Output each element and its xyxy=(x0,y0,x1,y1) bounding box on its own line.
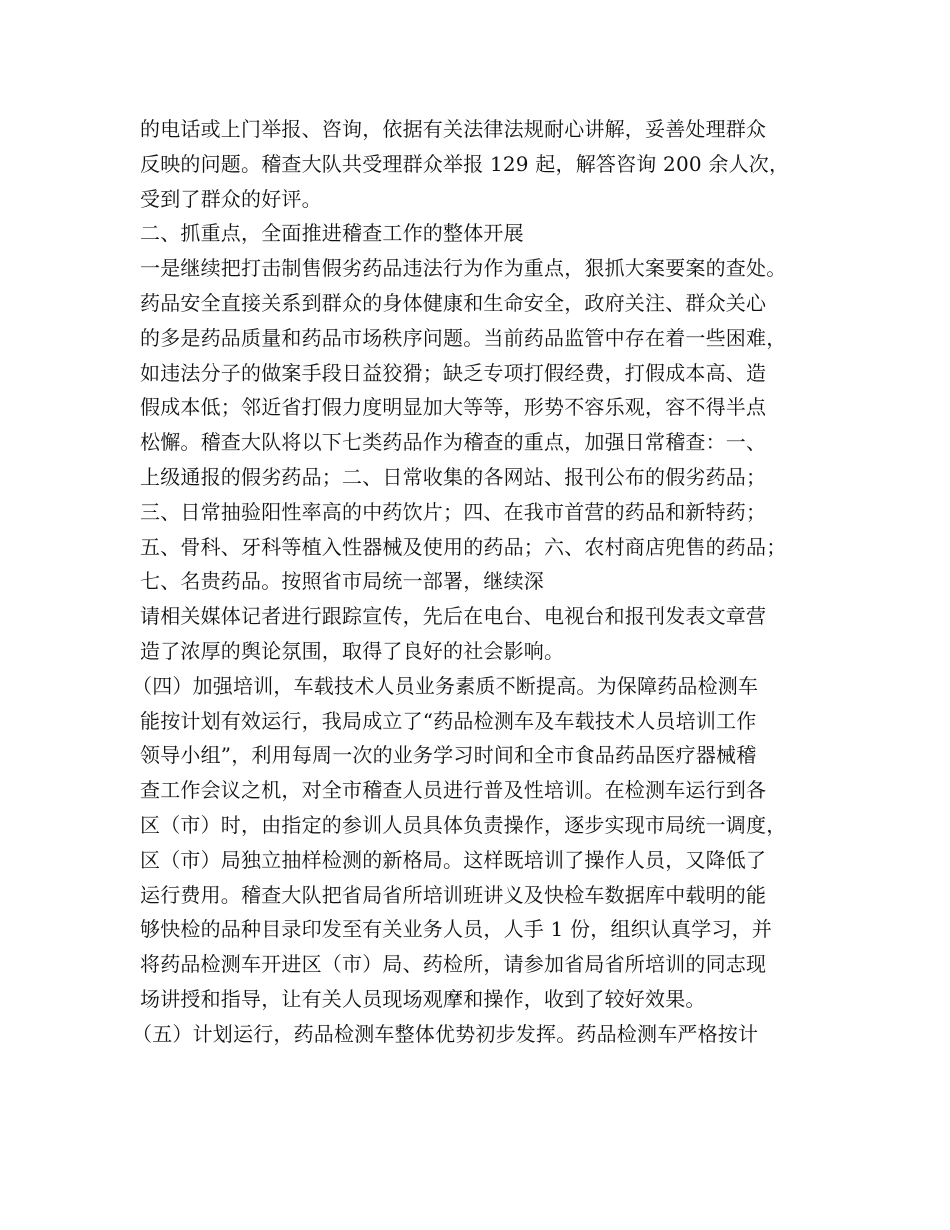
text-line-20: 查工作会议之机，对全市稽查人员进行普及性培训。在检测车运行到各 xyxy=(140,778,767,803)
text-line-14: 七、名贵药品。按照省市局统一部署，继续深 xyxy=(140,569,544,594)
text-line-10: 松懈。稽查大队将以下七类药品作为稽查的重点，加强日常稽查：一、 xyxy=(140,430,767,455)
text-line-24: 够快检的品种目录印发至有关业务人员，人手 1 份，组织认真学习，并 xyxy=(140,917,773,942)
text-line-8: 如违法分子的做案手段日益狡猾；缺乏专项打假经费，打假成本高、造 xyxy=(140,360,767,385)
paragraph-5-start: （五）计划运行，药品检测车整体优势初步发挥。药品检测车严格按计 xyxy=(132,1021,759,1046)
text-line-2: 反映的问题。稽查大队共受理群众举报 129 起，解答咨询 200 余人次， xyxy=(140,151,790,176)
document-body xyxy=(132,112,830,1052)
text-line-1: 的电话或上门举报、咨询，依据有关法律法规耐心讲解，妥善处理群众 xyxy=(140,117,767,141)
text-line-3: 受到了群众的好评。 xyxy=(140,186,322,211)
text-line-19: 领导小组”，利用每周一次的业务学习时间和全市食品药品医疗器械稽 xyxy=(140,743,757,768)
text-line-25: 将药品检测车开进区（市）局、药检所，请参加省局省所培训的同志现 xyxy=(140,952,767,977)
text-line-9: 假成本低；邻近省打假力度明显加大等等，形势不容乐观，容不得半点 xyxy=(140,395,767,420)
text-line-23: 运行费用。稽查大队把省局省所培训班讲义及快检车数据库中载明的能 xyxy=(140,882,767,907)
section-heading: 二、抓重点，全面推进稽查工作的整体开展 xyxy=(140,221,524,246)
text-line-12: 三、日常抽验阳性率高的中药饮片；四、在我市首营的药品和新特药； xyxy=(140,499,767,524)
text-line-26: 场讲授和指导，让有关人员现场观摩和操作，收到了较好效果。 xyxy=(140,986,706,1011)
paragraph-4-start: （四）加强培训，车载技术人员业务素质不断提高。为保障药品检测车 xyxy=(132,673,759,698)
text-line-7: 的多是药品质量和药品市场秩序问题。当前药品监管中存在着一些困难， xyxy=(140,325,787,350)
text-line-22: 区（市）局独立抽样检测的新格局。这样既培训了操作人员，又降低了 xyxy=(140,847,767,872)
text-line-11: 上级通报的假劣药品；二、日常收集的各网站、报刊公布的假劣药品； xyxy=(140,464,767,489)
text-line-21: 区（市）时，由指定的参训人员具体负责操作，逐步实现市局统一调度， xyxy=(140,812,787,837)
text-line-18: 能按计划有效运行，我局成立了“药品检测车及车载技术人员培训工作 xyxy=(140,708,757,733)
text-line-15: 请相关媒体记者进行跟踪宣传，先后在电台、电视台和报刊发表文章营 xyxy=(140,604,767,629)
text-line-13: 五、骨科、牙科等植入性器械及使用的药品；六、农村商店兜售的药品； xyxy=(140,534,787,559)
text-line-5: 一是继续把打击制售假劣药品违法行为作为重点，狠抓大案要案的查处。 xyxy=(140,256,787,281)
text-line-16: 造了浓厚的舆论氛围，取得了良好的社会影响。 xyxy=(140,638,565,663)
text-line-6: 药品安全直接关系到群众的身体健康和生命安全，政府关注、群众关心 xyxy=(140,290,767,315)
